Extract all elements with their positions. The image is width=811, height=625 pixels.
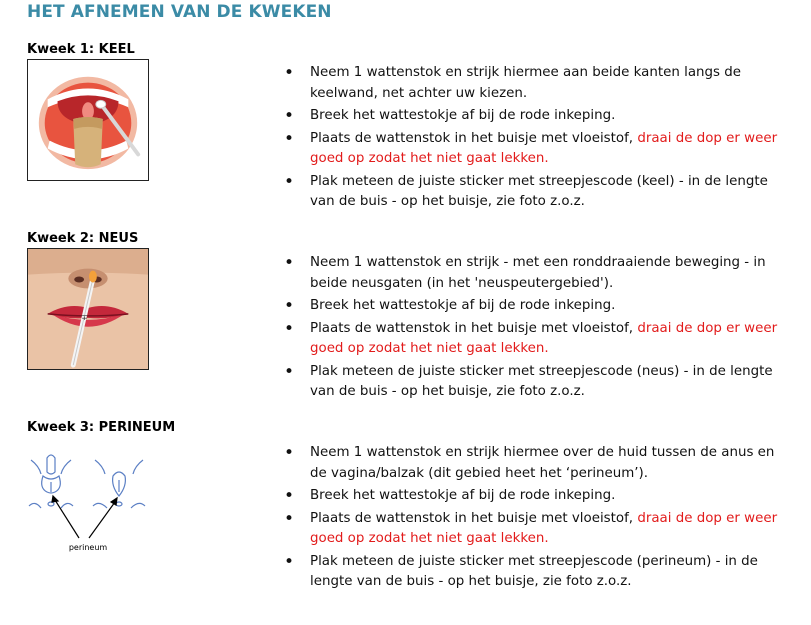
step-text: Neem 1 wattenstok en strijk hiermee over de huid tussen de anus en de vagina/balzak (dit gebied heet het ‘perineum’). [310, 445, 775, 481]
svg-text:∓: ∓ [81, 312, 88, 322]
step-text: Breek het wattestokje af bij de rode inkeping. [310, 488, 616, 503]
nose-swab-illustration-icon [27, 248, 149, 370]
section-heading-perineum: Kweek 3: PERINEUM [27, 420, 176, 435]
list-item [286, 443, 786, 484]
list-item [286, 129, 786, 170]
step-text: Plaats de wattenstok in het buisje met vloeistof, [310, 320, 638, 336]
warning-text: draai de dop er weer goed op zodat het niet gaat lekken. [310, 320, 778, 356]
list-item [286, 509, 786, 550]
step-text: Neem 1 wattenstok en strijk hiermee aan beide kanten langs de keelwand, net achter uw kiezen. [310, 65, 741, 101]
list-item [286, 253, 786, 294]
list-item [286, 319, 786, 360]
list-item [286, 172, 786, 213]
list-item [286, 552, 786, 593]
step-text: Breek het wattestokje af bij de rode inkeping. [310, 298, 616, 313]
list-item [286, 63, 786, 104]
step-text: Neem 1 wattenstok en strijk - met een ronddraaiende beweging - in beide neusgaten (in het 'neuspeutergebied'). [310, 255, 766, 291]
list-item [286, 106, 786, 127]
list-item [286, 362, 786, 403]
step-text: Plak meteen de juiste sticker met streepjescode (keel) - in de lengte van de buis - op het buisje, zie foto z.o.z. [310, 173, 768, 209]
list-item [286, 296, 786, 317]
perineum-label: perineum [68, 543, 108, 552]
section-heading-keel: Kweek 1: KEEL [27, 42, 135, 57]
section-neus-steps [286, 253, 786, 405]
step-text: Plak meteen de juiste sticker met streepjescode (perineum) - in de lengte van de buis - op het buisje, zie foto z.o.z. [310, 553, 758, 589]
document-title: HET AFNEMEN VAN DE KWEKEN [27, 2, 332, 22]
section-perineum-steps [286, 443, 786, 595]
throat-swab-illustration-icon [27, 59, 149, 181]
perineum-diagram-icon [27, 438, 149, 560]
warning-text: draai de dop er weer goed op zodat het niet gaat lekken. [310, 130, 778, 166]
step-text: Plak meteen de juiste sticker met streepjescode (neus) - in de lengte van de buis - op het buisje, zie foto z.o.z. [310, 363, 773, 399]
step-text: Plaats de wattenstok in het buisje met vloeistof, [310, 130, 638, 146]
section-keel-steps [286, 63, 786, 215]
section-heading-neus: Kweek 2: NEUS [27, 231, 139, 246]
warning-text: draai de dop er weer goed op zodat het niet gaat lekken. [310, 510, 778, 546]
step-text: Breek het wattestokje af bij de rode inkeping. [310, 108, 616, 123]
list-item [286, 486, 786, 507]
step-text: Plaats de wattenstok in het buisje met vloeistof, [310, 510, 638, 526]
